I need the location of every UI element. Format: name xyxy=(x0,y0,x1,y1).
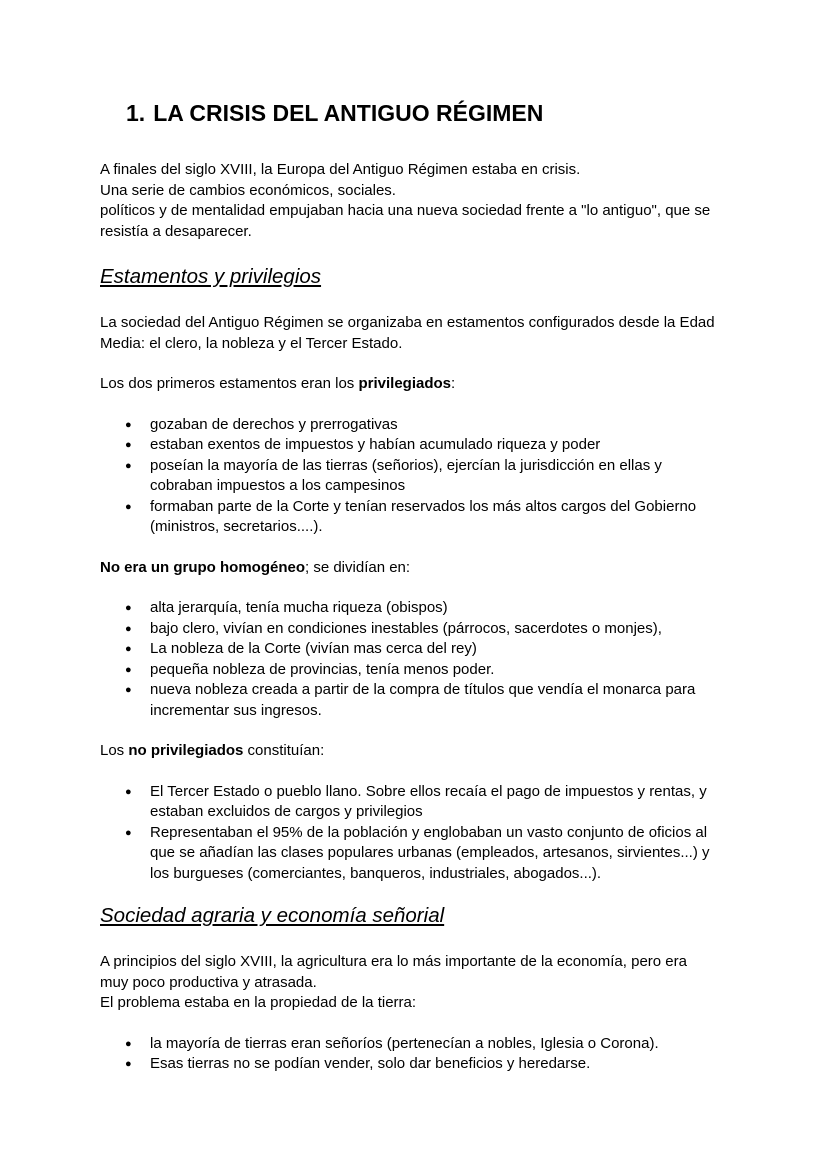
list-item xyxy=(100,1054,740,1075)
list-item-text: la mayoría de tierras eran señoríos (pertenecían a nobles, Iglesia o Corona). xyxy=(150,1034,659,1052)
paragraph-line: muy poco productiva y atrasada. xyxy=(100,973,317,991)
list-item xyxy=(100,660,740,681)
paragraph-agricultura xyxy=(100,952,740,1014)
list-item-text: estaban excluidos de cargos y privilegios xyxy=(150,803,423,820)
list-item-text: pequeña nobleza de provincias, tenía menos poder. xyxy=(150,660,495,678)
list-divisiones xyxy=(100,598,740,721)
text-run: Los dos primeros estamentos eran los xyxy=(100,375,359,392)
title-text: LA CRISIS DEL ANTIGUO RÉGIMEN xyxy=(153,100,544,126)
paragraph-homogeneo xyxy=(100,558,740,579)
list-item-text: los burgueses (comerciantes, banqueros, industriales, abogados...). xyxy=(150,864,602,882)
list-item xyxy=(100,619,740,640)
paragraph-line: A principios del siglo XVIII, la agricultura era lo más importante de la economía, pero era xyxy=(100,953,687,970)
bold-text: privilegiados xyxy=(358,375,451,392)
list-item xyxy=(100,782,740,823)
section-heading-estamentos: Estamentos y privilegios xyxy=(100,265,322,288)
paragraph-line: El problema estaba en la propiedad de la tierra: xyxy=(100,994,417,1011)
list-item-text: La nobleza de la Corte (vivían mas cerca del rey) xyxy=(150,640,477,657)
list-item-text: (ministros, secretarios....). xyxy=(150,518,323,535)
list-item-text: gozaban de derechos y prerrogativas xyxy=(150,415,398,433)
list-item-text: que se añadían las clases populares urbanas (empleados, artesanos, sirvientes...) y xyxy=(150,844,710,861)
list-item-text: nueva nobleza creada a partir de la compra de títulos que vendía el monarca para xyxy=(150,681,696,698)
text-run: constituían: xyxy=(243,742,325,759)
paragraph-estamentos xyxy=(100,313,740,354)
list-item xyxy=(100,497,740,538)
list-item-text: El Tercer Estado o pueblo llano. Sobre ellos recaía el pago de impuestos y rentas, y xyxy=(150,782,707,800)
text-run: ; se dividían en: xyxy=(305,558,411,576)
list-tierras xyxy=(100,1034,740,1075)
list-item xyxy=(100,680,740,721)
list-item-text: estaban exentos de impuestos y habían acumulado riqueza y poder xyxy=(150,436,601,453)
intro-paragraph xyxy=(100,160,740,242)
title-number: 1. xyxy=(126,100,146,126)
paragraph-no-privilegiados xyxy=(100,741,740,762)
list-item-text: poseían la mayoría de las tierras (señorios), ejercían la jurisdicción en ellas y xyxy=(150,456,662,474)
list-no-privilegiados xyxy=(100,782,740,885)
list-item-text: Representaban el 95% de la población y englobaban un vasto conjunto de oficios al xyxy=(150,823,708,841)
paragraph-line: Media: el clero, la nobleza y el Tercer Estado. xyxy=(100,334,403,352)
paragraph-line: La sociedad del Antiguo Régimen se organizaba en estamentos configurados desde la Edad xyxy=(100,314,715,331)
list-item xyxy=(100,1034,740,1055)
list-item-text: formaban parte de la Corte y tenían reservados los más altos cargos del Gobierno xyxy=(150,497,697,515)
list-item-text: cobraban impuestos a los campesinos xyxy=(150,477,406,494)
list-item-text: incrementar sus ingresos. xyxy=(150,701,322,719)
list-item xyxy=(100,415,740,436)
list-privilegios xyxy=(100,415,740,538)
list-item xyxy=(100,435,740,456)
section-heading-sociedad-agraria: Sociedad agraria y economía señorial xyxy=(100,904,445,927)
text-run: Los xyxy=(100,742,129,759)
intro-line: políticos y de mentalidad empujaban hacia una nueva sociedad frente a "lo antiguo", que se xyxy=(100,202,711,219)
bold-text: No era un grupo homogéneo xyxy=(100,558,305,576)
intro-line: resistía a desaparecer. xyxy=(100,222,252,240)
bold-text: no privilegiados xyxy=(128,742,244,759)
intro-line: A finales del siglo XVIII, la Europa del Antiguo Régimen estaba en crisis. xyxy=(100,161,581,178)
list-item xyxy=(100,823,740,885)
list-item-text: bajo clero, vivían en condiciones inestables (párrocos, sacerdotes o monjes), xyxy=(150,619,662,637)
list-item-text: alta jerarquía, tenía mucha riqueza (obispos) xyxy=(150,599,448,616)
page-title xyxy=(126,96,740,130)
intro-line: Una serie de cambios económicos, sociales. xyxy=(100,181,396,199)
list-item xyxy=(100,598,740,619)
list-item xyxy=(100,639,740,660)
list-item xyxy=(100,456,740,497)
paragraph-privilegiados xyxy=(100,374,740,395)
text-run: : xyxy=(451,375,456,392)
list-item-text: Esas tierras no se podían vender, solo dar beneficios y heredarse. xyxy=(150,1055,591,1072)
document-content xyxy=(100,96,740,1075)
